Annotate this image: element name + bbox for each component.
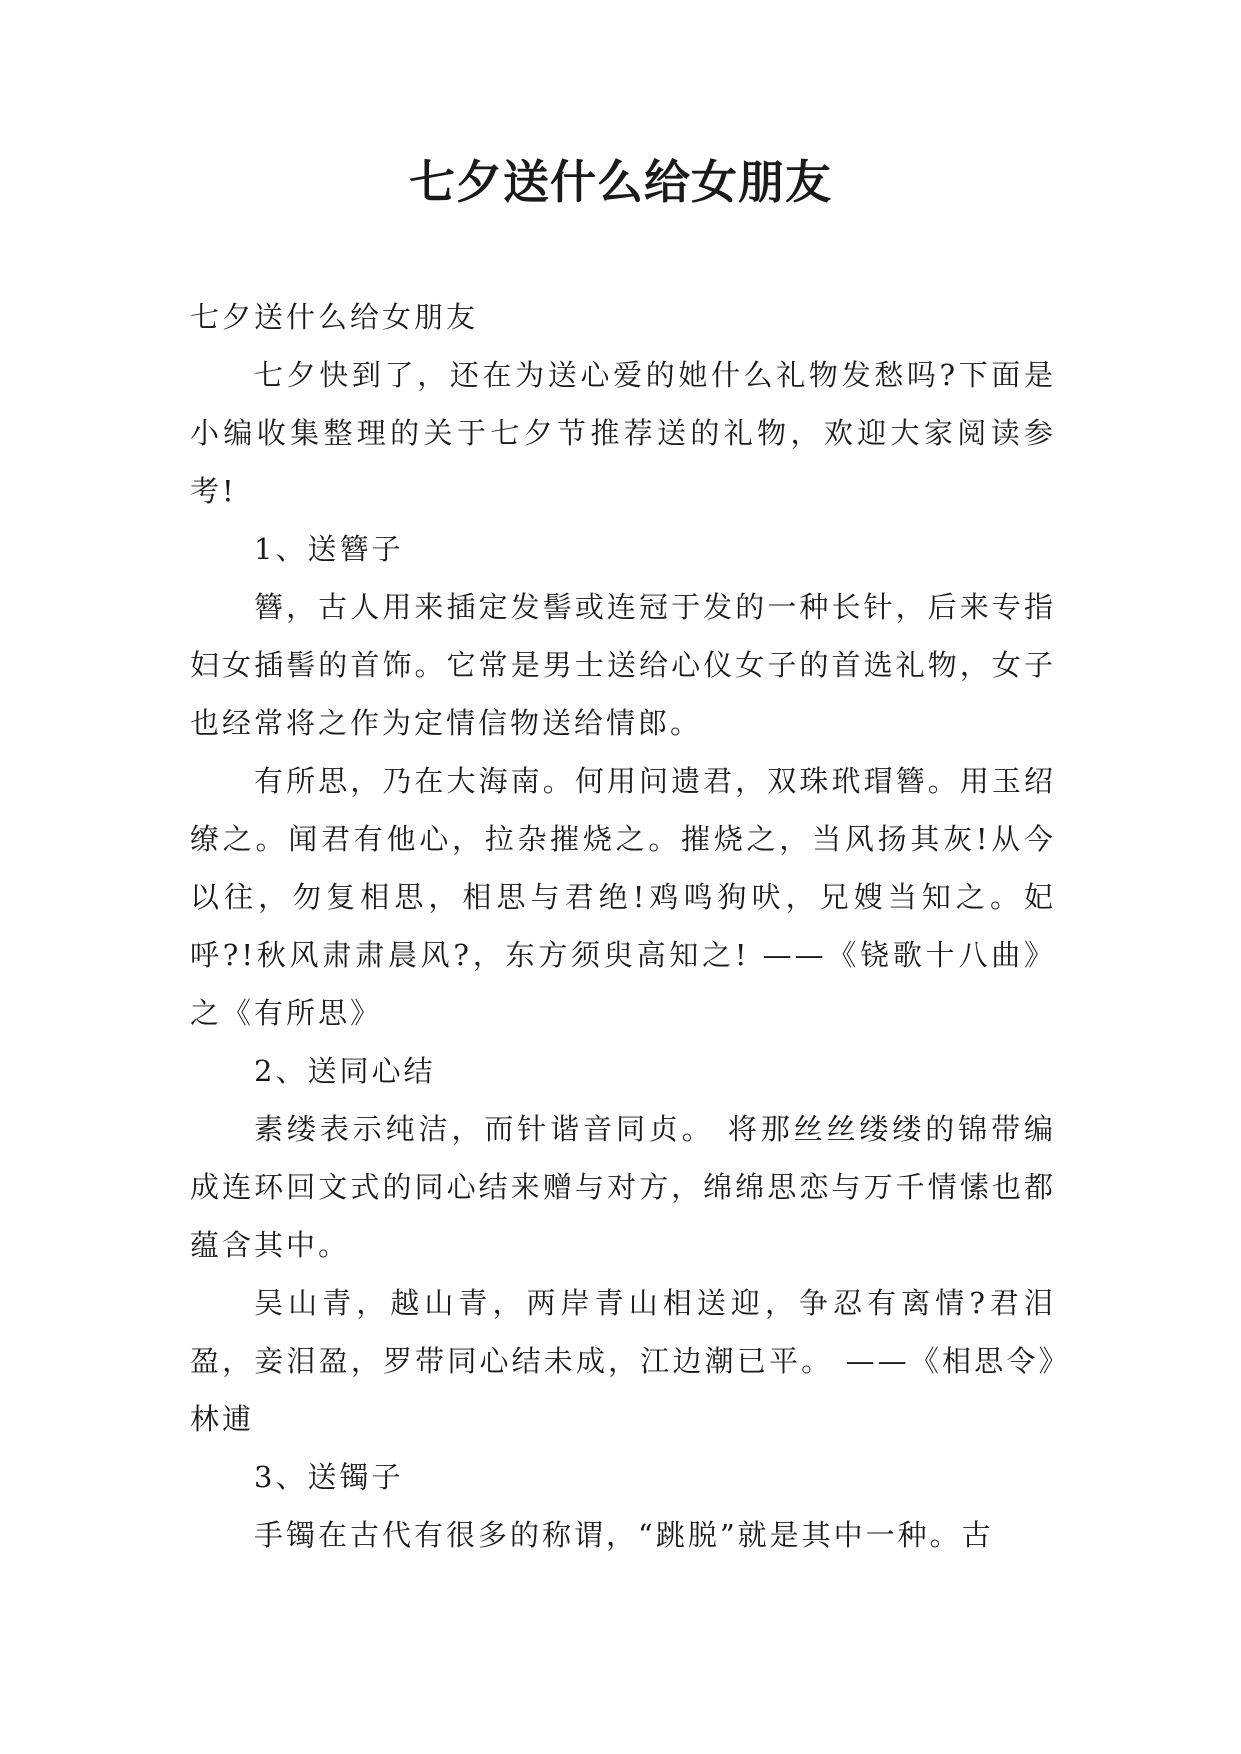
section-2-poem: 吴山青，越山青，两岸青山相送迎，争忍有离情?君泪盈，妾泪盈，罗带同心结未成，江边潮已平。 ——《相思令》林逋: [190, 1286, 1056, 1436]
section-heading-3: 3、送镯子: [254, 1460, 404, 1494]
body-heading: 七夕送什么给女朋友: [190, 300, 479, 334]
intro-paragraph: 七夕快到了，还在为送心爱的她什么礼物发愁吗?下面是小编收集整理的关于七夕节推荐送的礼物，欢迎大家阅读参考!: [190, 358, 1056, 508]
section-1-paragraph-1: 簪，古人用来插定发髻或连冠于发的一种长针，后来专指妇女插髻的首饰。它常是男士送给心仪女子的首选礼物，女子也经常将之作为定情信物送给情郎。: [190, 590, 1056, 740]
document-title: 七夕送什么给女朋友: [409, 155, 832, 209]
section-3-paragraph-1: 手镯在古代有很多的称谓，“跳脱”就是其中一种。古: [254, 1518, 994, 1552]
section-1-poem: 有所思，乃在大海南。何用问遗君，双珠玳瑁簪。用玉绍缭之。闻君有他心，拉杂摧烧之。摧烧之，当风扬其灰!从今以往，勿复相思，相思与君绝!鸡鸣狗吠，兄嫂当知之。妃呼?!秋风肃肃晨风?，东方须臾高知之! ——《铙歌十八曲》之《有所思》: [190, 764, 1056, 1030]
section-heading-2: 2、送同心结: [254, 1054, 436, 1088]
section-2-paragraph-1: 素缕表示纯洁，而针谐音同贞。 将那丝丝缕缕的锦带编成连环回文式的同心结来赠与对方，绵绵思恋与万千情愫也都蕴含其中。: [190, 1112, 1056, 1262]
document-body: [190, 288, 1056, 1564]
section-heading-1: 1、送簪子: [254, 532, 404, 566]
